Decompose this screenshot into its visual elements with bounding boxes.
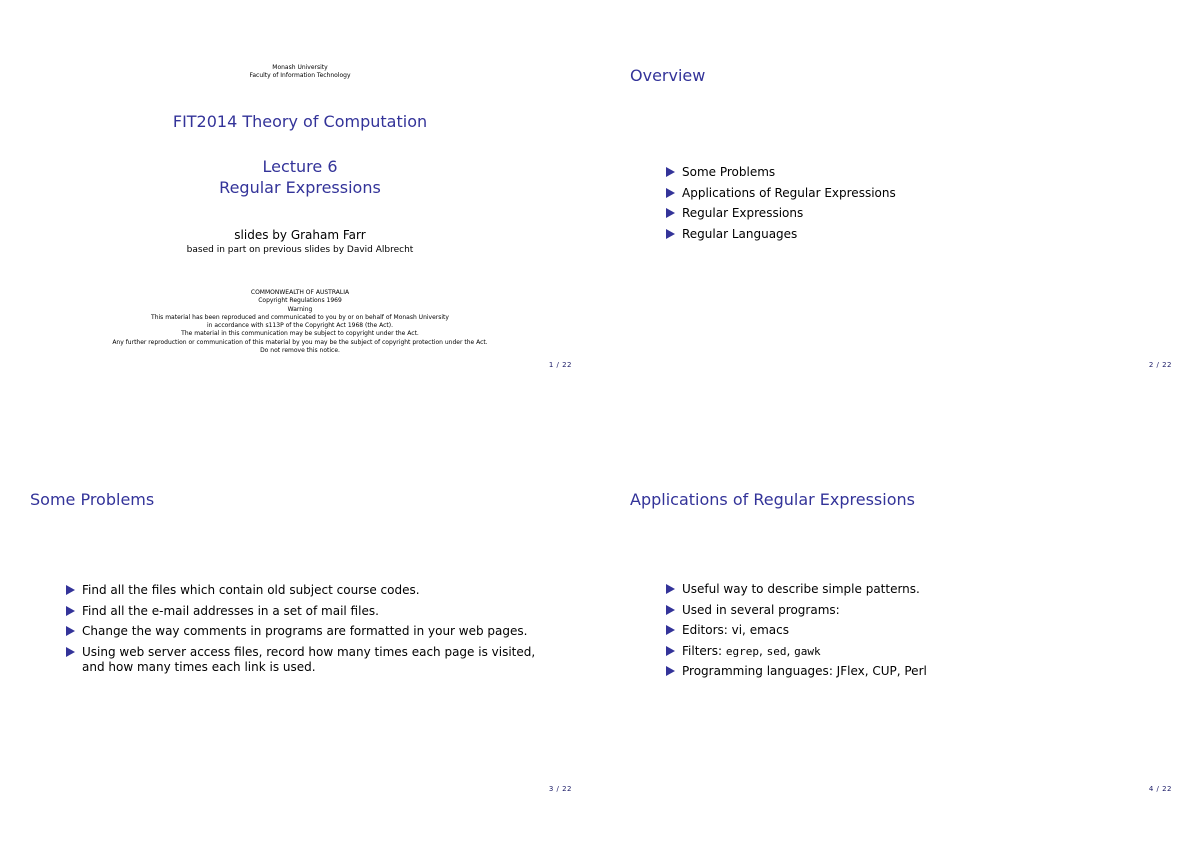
page-number: 4 / 22 [1148, 785, 1172, 793]
legal-line: Warning [287, 305, 313, 313]
bullet-triangle-icon [666, 208, 675, 218]
university-name: Monash University [272, 64, 328, 71]
slide-title: Applications of Regular Expressions [630, 490, 915, 509]
faculty-name: Faculty of Information Technology [249, 72, 351, 79]
bullet-triangle-icon [66, 585, 75, 595]
list-item: Change the way comments in programs are formatted in your web pages. [66, 624, 536, 639]
slide-some-problems [0, 424, 600, 848]
author: slides by Graham Farr [234, 228, 366, 242]
filter-egrep: egrep [725, 644, 759, 658]
bullet-triangle-icon [666, 625, 675, 635]
list-item: Find all the files which contain old subject course codes. [66, 583, 536, 598]
list-item: Regular Expressions [666, 206, 1136, 221]
slide-title: Overview [630, 66, 706, 85]
bullet-triangle-icon [666, 584, 675, 594]
legal-line: This material has been reproduced and communicated to you by or on behalf of Monash University [151, 313, 449, 321]
slide-title [0, 0, 600, 424]
list-item: Using web server access files, record how many times each page is visited, and how many times each link is used. [66, 645, 536, 675]
course-title: FIT2014 Theory of Computation [172, 112, 428, 131]
page-number: 2 / 22 [1148, 361, 1172, 369]
list-item: Some Problems [666, 165, 1136, 180]
filter-gawk: gawk [794, 644, 821, 658]
copyright-notice [0, 289, 600, 355]
legal-line: in accordance with s113P of the Copyright Act 1968 (the Act). [206, 322, 393, 330]
list-item: Filters: egrep, sed, gawk [666, 644, 1136, 659]
list-item: Useful way to describe simple patterns. [666, 582, 1136, 597]
bullet-triangle-icon [66, 626, 75, 636]
slide-overview [600, 0, 1200, 424]
list-item: Regular Languages [666, 227, 1136, 242]
lecture-topic: Regular Expressions [219, 178, 381, 197]
bullet-triangle-icon [66, 606, 75, 616]
filter-sed: sed [766, 644, 787, 658]
list-item: Find all the e-mail addresses in a set of mail files. [66, 604, 536, 619]
bullet-triangle-icon [666, 666, 675, 676]
based-on: based in part on previous slides by David Albrecht [186, 245, 414, 255]
slide-applications [600, 424, 1200, 848]
bullet-triangle-icon [666, 229, 675, 239]
page-number: 1 / 22 [548, 361, 572, 369]
list-item: Used in several programs: [666, 603, 1136, 618]
bullet-triangle-icon [666, 167, 675, 177]
bullet-triangle-icon [666, 605, 675, 615]
slide-title: Some Problems [30, 490, 155, 509]
bullet-list [666, 582, 1136, 685]
legal-line: The material in this communication may be subject to copyright under the Act. [181, 330, 419, 338]
legal-line: Copyright Regulations 1969 [258, 297, 342, 305]
list-item: Programming languages: JFlex, CUP, Perl [666, 664, 1136, 679]
list-item: Editors: vi, emacs [666, 623, 1136, 638]
bullet-list [66, 583, 536, 680]
lecture-number: Lecture 6 [262, 157, 338, 176]
bullet-triangle-icon [666, 646, 675, 656]
bullet-triangle-icon [66, 647, 75, 657]
legal-line: Do not remove this notice. [260, 347, 340, 355]
bullet-triangle-icon [666, 188, 675, 198]
legal-line: Any further reproduction or communication of this material by you may be the subject of copyright protection under the Act. [112, 338, 488, 346]
list-item: Applications of Regular Expressions [666, 186, 1136, 201]
page-number: 3 / 22 [548, 785, 572, 793]
legal-line: COMMONWEALTH OF AUSTRALIA [250, 289, 350, 296]
bullet-list [666, 165, 1136, 247]
